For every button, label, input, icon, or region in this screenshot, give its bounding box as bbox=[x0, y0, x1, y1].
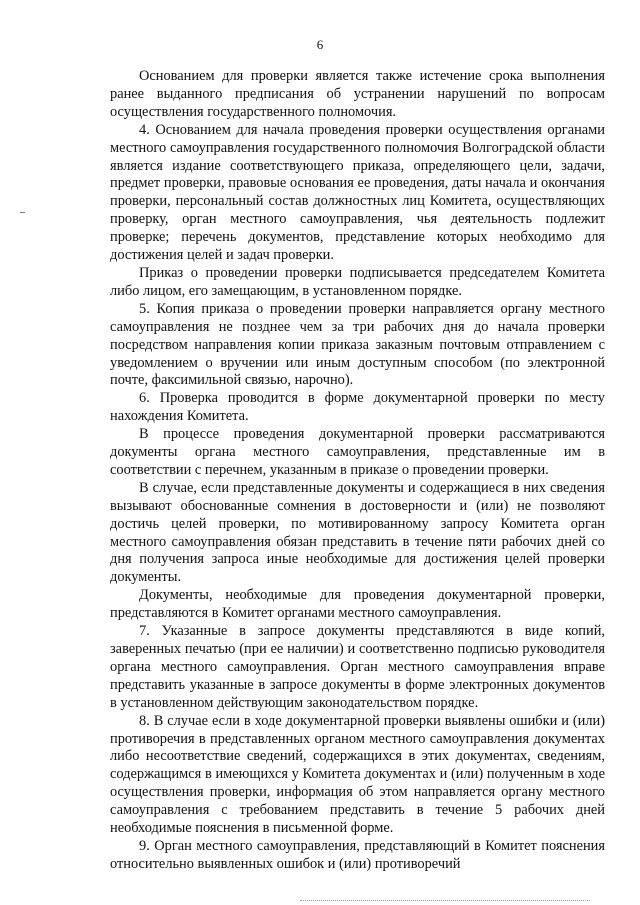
paragraph: 7. Указанные в запросе документы представляются в виде копий, заверенных печатью (при ее наличии) и соответственно подписью руководителя органа местного самоуправления. Орган местного самоуправления вправе представить указанные в запросе документы в форме электронных документов в установленном действующим законодательством порядке. bbox=[110, 623, 605, 711]
paragraph: Приказ о проведении проверки подписывается председателем Комитета либо лицом, его замещающим, в установленном порядке. bbox=[110, 264, 605, 299]
paragraph: 5. Копия приказа о проведении проверки направляется органу местного самоуправления не позднее чем за три рабочих дня до начала проверки посредством направления копии приказа заказным почтовым отправлением с уведомлением о вручении или иным доступным способом (по электронной почте, факсимильной связью, нарочно). bbox=[110, 300, 605, 389]
paragraph: 4. Основанием для начала проведения проверки осуществления органами местного самоуправления государственного полномочия Волгоградской области является издание соответствующего приказа, определяющего цели, задачи, предмет проверки, правовые основания ее проведения, даты начала и окончания проверки, персональный состав должностных лиц Комитета, осуществляющих проверку, орган местного самоуправления, чья деятельность подлежит проверке; перечень документов, представление которых необходимо для достижения целей и задач проверки. bbox=[110, 121, 605, 264]
scan-margin-mark bbox=[20, 212, 25, 213]
paragraph: Документы, необходимые для проведения документарной проверки, представляются в Комитет органами местного самоуправления. bbox=[110, 587, 605, 622]
scan-bottom-edge bbox=[300, 900, 590, 902]
paragraph: 6. Проверка проводится в форме документарной проверки по месту нахождения Комитета. bbox=[110, 390, 605, 425]
paragraph: Основанием для проверки является также истечение срока выполнения ранее выданного предписания об устранении нарушений по вопросам осуществления государственного полномочия. bbox=[110, 68, 605, 120]
paragraph: 9. Орган местного самоуправления, представляющий в Комитет пояснения относительно выявленных ошибок и (или) противоречий bbox=[110, 837, 605, 872]
page-number: 6 bbox=[316, 37, 324, 52]
paragraph: 8. В случае если в ходе документарной проверки выявлены ошибки и (или) противоречия в представленных органом местного самоуправления документах либо несоответствие сведений, содержащихся в этих документах, сведениям, содержащимся в имеющихся у Комитета документах и (или) полученным в ходе осуществления проверки, информация об этом направляется органу местного самоуправления с требованием представить в течение 5 рабочих дней необходимые пояснения в письменной форме. bbox=[110, 712, 605, 837]
document-body bbox=[110, 68, 605, 874]
paragraph: В случае, если представленные документы и содержащиеся в них сведения вызывают обоснованные сомнения в достоверности и (или) не позволяют достичь целей проверки, по мотивированному запросу Комитета орган местного самоуправления обязан представить в течение пяти рабочих дней со дня получения запроса иные необходимые для достижения целей проверки документы. bbox=[110, 479, 605, 586]
paragraph: В процессе проведения документарной проверки рассматриваются документы органа местного самоуправления, представленные им в соответствии с перечнем, указанным в приказе о проведении проверки. bbox=[110, 426, 605, 478]
